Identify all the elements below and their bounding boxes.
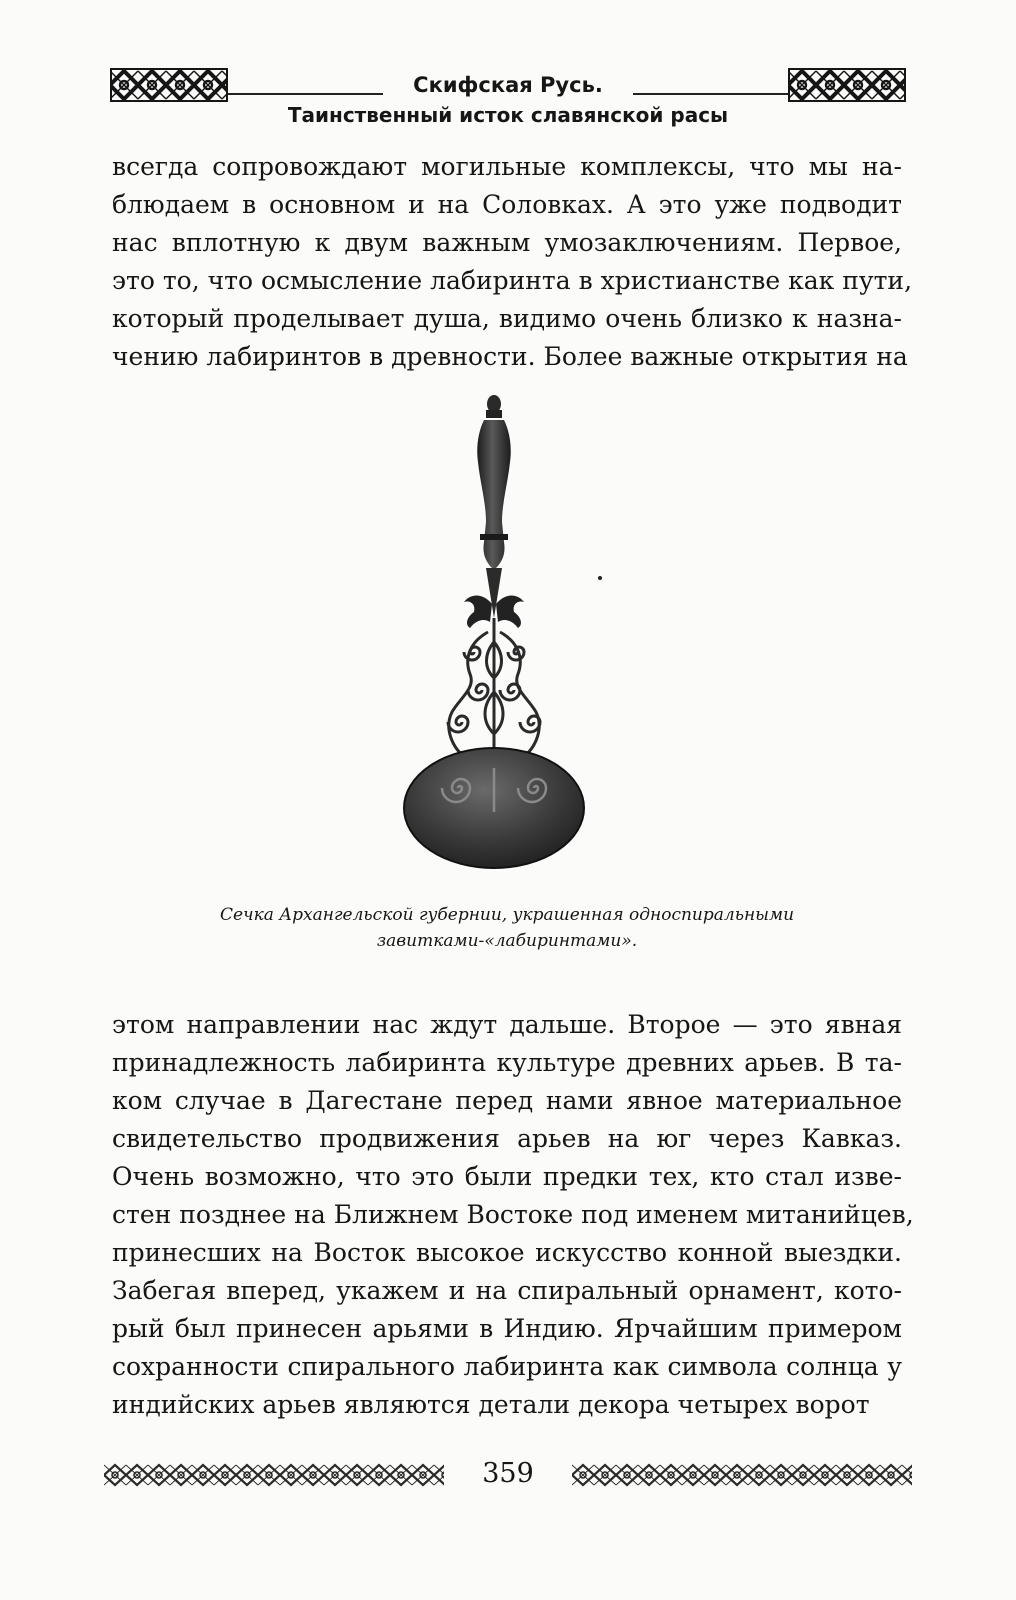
text-line: который проделывает душа, видимо очень близко к назна- <box>112 304 902 333</box>
text-line: Забегая вперед, укажем и на спиральный орнамент, кото- <box>112 1276 902 1305</box>
caption-line: Сечка Архангельской губернии, украшенная односпиральными <box>219 905 795 925</box>
running-footer <box>104 1456 912 1496</box>
text-line: индийских арьев являются детали декора четырех ворот <box>112 1390 870 1419</box>
text-line: свидетельство продвижения арьев на юг через Кавказ. <box>112 1124 902 1153</box>
ladle-icon <box>404 395 584 868</box>
text-line: блюдаем в основном и на Соловках. А это уже подводит <box>112 190 902 219</box>
running-header <box>110 66 906 130</box>
text-line: рый был принесен арьями в Индию. Ярчайшим примером <box>112 1314 902 1343</box>
book-title: Скифская Русь. <box>413 73 603 97</box>
text-line: ком случае в Дагестане перед нами явное материальное <box>112 1086 902 1115</box>
text-line: Очень возможно, что это были предки тех, кто стал изве- <box>112 1162 902 1191</box>
body-paragraph <box>112 1006 914 1424</box>
ladle-illustration <box>360 392 656 872</box>
ornament-band-icon <box>572 1462 912 1488</box>
text-line: стен позднее на Ближнем Востоке под именем митанийцев, <box>112 1200 914 1229</box>
body-paragraph <box>112 148 913 376</box>
text-line: принесших на Восток высокое искусство конной выездки. <box>112 1238 902 1267</box>
text-line: принадлежность лабиринта культуре древних арьев. В та- <box>112 1048 902 1077</box>
text-line: это то, что осмысление лабиринта в христианстве как пути, <box>112 266 913 295</box>
caption-line: завитками-«лабиринтами». <box>376 931 638 951</box>
ornament-band-icon <box>104 1462 444 1488</box>
text-line: этом направлении нас ждут дальше. Второе — это явная <box>112 1010 902 1039</box>
book-subtitle: Таинственный исток славянской расы <box>287 103 729 127</box>
figure-caption <box>112 902 902 954</box>
text-line: сохранности спирального лабиринта как символа солнца у <box>112 1352 902 1381</box>
text-line: нас вплотную к двум важным умозаключениям. Первое, <box>112 228 902 257</box>
page-number: 359 <box>482 1458 534 1489</box>
text-line: всегда сопровождают могильные комплексы, что мы на- <box>112 152 902 181</box>
text-line: чению лабиринтов в древности. Более важные открытия на <box>112 342 908 371</box>
